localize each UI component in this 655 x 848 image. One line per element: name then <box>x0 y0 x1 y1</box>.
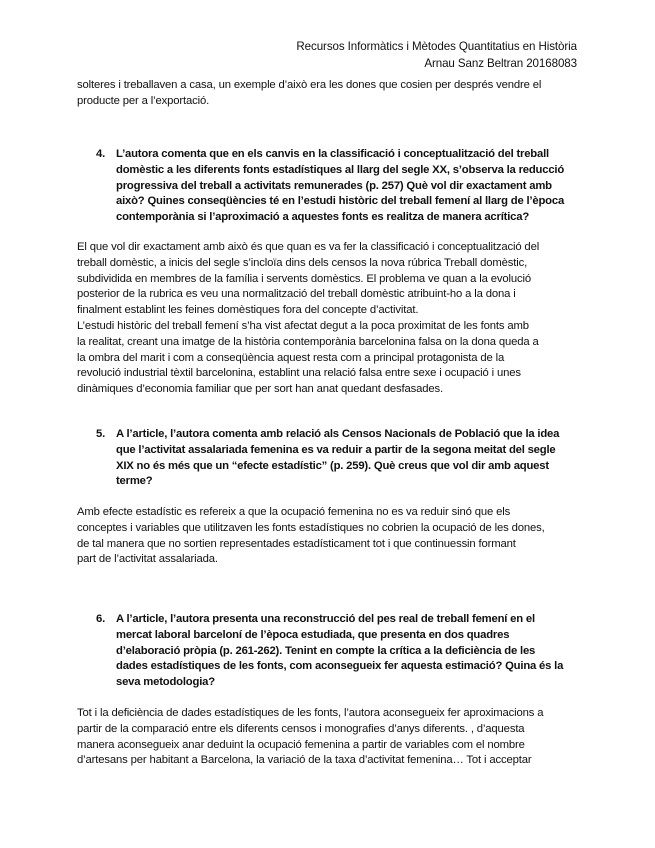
text-line: solteres i treballaven a casa, un exemple d’això era les dones que cosien per després vendre el <box>77 79 542 91</box>
question-4 <box>96 147 580 226</box>
header-author: Arnau Sanz Beltran 20168083 <box>424 57 577 70</box>
text-line: de tal manera que no sortien representades estadísticament tot i que continuessin formant <box>77 537 516 550</box>
answer-6 <box>77 706 579 769</box>
text-line: la realitat, creant una imatge de la història contemporània barcelonina falsa on la dona queda a <box>77 335 539 348</box>
question-number: 6. <box>96 613 106 625</box>
question-number: 4. <box>96 148 106 160</box>
question-line: això? Quines conseqüències té en l’estudi històric del treball femení al llarg de l’època <box>116 195 565 208</box>
question-line: que l’activitat assalariada femenina es va reduir a partir de la segona meitat del segle <box>116 443 556 456</box>
text-line: treball domèstic, a inicis del segle s’incloïa dins dels censos la nova rúbrica Treball domèstic, <box>77 256 528 269</box>
answer-5 <box>77 505 579 568</box>
text-line: conceptes i variables que utilitzaven les fonts estadístiques no cobrien la ocupació de les dones, <box>77 521 545 534</box>
question-line: d’elaboració pròpia (p. 261-262). Tenint en compte la crítica a la deficiència de les <box>116 644 536 657</box>
text-line: part de l’activitat assalariada. <box>77 553 218 566</box>
question-line: A l’article, l’autora presenta una reconstrucció del pes real de treball femení en el <box>116 613 535 625</box>
text-line: Tot i la deficiència de dades estadístiques de les fonts, l’autora aconsegueix fer aproximacions a <box>77 707 544 719</box>
text-line: producte per a l’exportació. <box>77 94 210 107</box>
question-line: terme? <box>116 475 153 488</box>
text-line: El que vol dir exactament amb això és que quan es va fer la classificació i conceptualització del <box>77 241 540 253</box>
question-line: A l’article, l’autora comenta amb relació als Censos Nacionals de Població que la idea <box>116 428 560 440</box>
text-line: dinàmiques d’economia familiar que per sort han anat quedant desfasades. <box>77 383 444 396</box>
question-line: progressiva del treball a activitats remunerades (p. 257) Què vol dir exactament amb <box>116 179 552 192</box>
page-header <box>296 38 577 72</box>
question-line: contemporània si l’aproximació a aquestes fonts es realitza de manera acrítica? <box>116 211 530 224</box>
text-line: partir de la comparació entre els diferents censos i monografies d’anys diferents. , d’aquesta <box>77 722 525 735</box>
intro-paragraph <box>77 78 579 110</box>
text-line: subdividida en membres de la família i servents domèstics. El problema ve quan a la evolució <box>77 272 532 285</box>
question-line: domèstic a les diferents fonts estadístiques al llarg del segle XX, s’observa la reducció <box>116 163 565 176</box>
answer-4 <box>77 240 579 398</box>
question-line: seva metodologia? <box>116 676 215 689</box>
text-line: manera aconsegueix anar deduint la ocupació femenina a partir de variables com el nombre <box>77 738 525 751</box>
text-line: posterior de la rubrica es veu una normalització del treball domèstic atribuint-ho a la dona i <box>77 288 516 301</box>
question-line: XIX no és més que un “efecte estadístic” (p. 259). Què creus que vol dir amb aquest <box>116 459 549 472</box>
text-line: la ombra del marit i com a conseqüència aquest resta com a principal protagonista de la <box>77 351 505 364</box>
question-line: mercat laboral barceloní de l’època estudiada, que presenta en dos quadres <box>116 628 510 641</box>
question-number: 5. <box>96 428 106 440</box>
question-5 <box>96 427 580 490</box>
text-line: finalment establint les feines domèstiques fora del concepte d’activitat. <box>77 304 419 317</box>
text-line: L’estudi històric del treball femení s’ha vist afectat degut a la poca proximitat de les fonts amb <box>77 319 529 332</box>
question-6 <box>96 612 580 691</box>
question-line: dades estadístiques de les fonts, com aconsegueix fer aquesta estimació? Quina és la <box>116 660 564 673</box>
text-line: revolució industrial tèxtil barcelonina, establint una relació falsa entre sexe i ocupació i unes <box>77 367 521 380</box>
question-line: L’autora comenta que en els canvis en la classificació i conceptualització del treball <box>116 148 549 160</box>
text-line: d’artesans per habitant a Barcelona, la variació de la taxa d’activitat femenina… Tot i acceptar <box>77 754 532 767</box>
text-line: Amb efecte estadístic es refereix a que la ocupació femenina no es va reduir sinó que els <box>77 506 511 518</box>
header-course-title: Recursos Informàtics i Mètodes Quantitatius en Història <box>296 40 577 53</box>
